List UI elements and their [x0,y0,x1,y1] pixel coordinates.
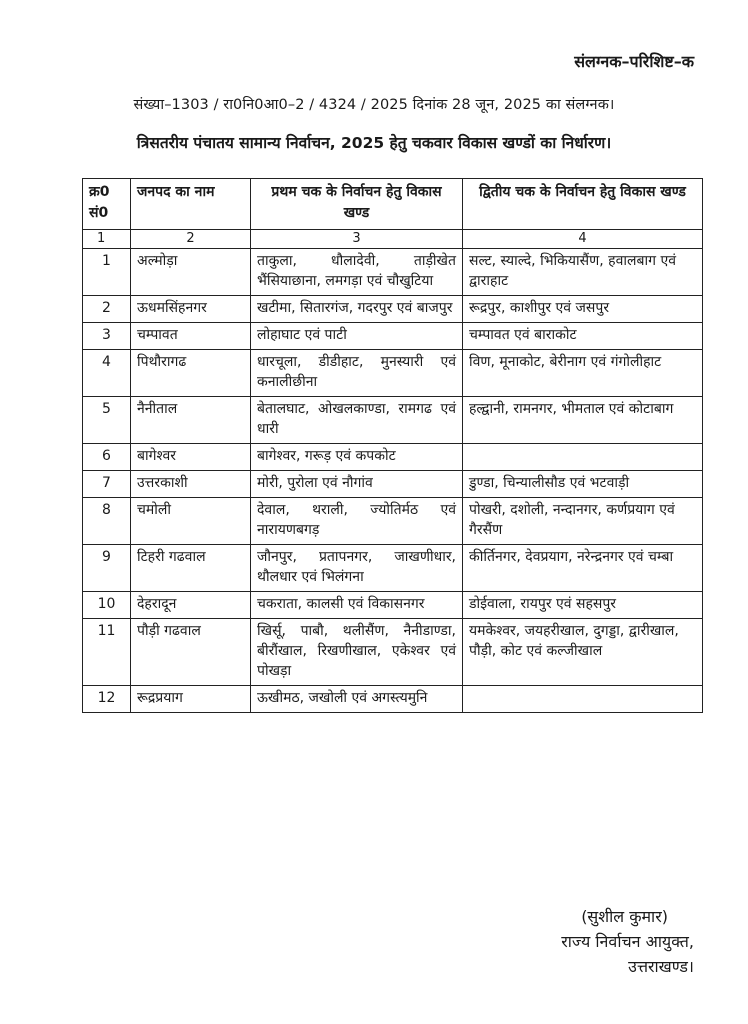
phase1-blocks-cell: चकराता, कालसी एवं विकासनगर [251,592,463,619]
column-number: 4 [463,230,703,249]
table-row [83,592,703,619]
serial-number-cell: 9 [83,545,131,592]
phase2-blocks-cell: यमकेश्वर, जयहरीखाल, दुगड्डा, द्वारीखाल, पौड़ी, कोट एवं कल्जीखाल [463,619,703,686]
phase2-blocks-cell [463,686,703,713]
serial-number-cell: 8 [83,498,131,545]
phase2-blocks-cell: डुण्डा, चिन्यालीसौड एवं भटवाड़ी [463,471,703,498]
reference-line: संख्या–1303 / रा0नि0आ0–2 / 4324 / 2025 दिनांक 28 जून, 2025 का संलग्नक। [133,97,615,113]
allocation-table [82,178,703,713]
table-row [83,498,703,545]
district-name-cell: पिथौरागढ [131,350,251,397]
district-name-cell: चम्पावत [131,323,251,350]
phase2-blocks-cell: चम्पावत एवं बाराकोट [463,323,703,350]
phase1-blocks-cell: खटीमा, सितारगंज, गदरपुर एवं बाजपुर [251,296,463,323]
column-number: 2 [131,230,251,249]
serial-number-cell: 7 [83,471,131,498]
phase1-blocks-cell: मोरी, पुरोला एवं नौगांव [251,471,463,498]
serial-number-cell: 12 [83,686,131,713]
serial-number-cell: 4 [83,350,131,397]
serial-number-cell: 2 [83,296,131,323]
header-serial-number: क्र0 सं0 [83,179,131,230]
table-row [83,471,703,498]
table-row [83,350,703,397]
phase2-blocks-cell: हल्द्वानी, रामनगर, भीमताल एवं कोटाबाग [463,397,703,444]
district-name-cell: नैनीताल [131,397,251,444]
district-name-cell: पौड़ी गढवाल [131,619,251,686]
column-number: 1 [83,230,131,249]
phase1-blocks-cell: ताकुला, धौलादेवी, ताड़ीखेत भैंसियाछाना, लमगड़ा एवं चौखुटिया [251,249,463,296]
signature-block [464,904,694,979]
phase1-blocks-cell: बागेश्वर, गरूड़ एवं कपकोट [251,444,463,471]
signatory-state: उत्तराखण्ड। [628,957,694,976]
district-name-cell: अल्मोड़ा [131,249,251,296]
phase1-blocks-cell: देवाल, थराली, ज्योतिर्मठ एवं नारायणबगड़ [251,498,463,545]
phase2-blocks-cell: डोईवाला, रायपुर एवं सहसपुर [463,592,703,619]
serial-number-cell: 1 [83,249,131,296]
district-name-cell: रूद्रप्रयाग [131,686,251,713]
column-number: 3 [251,230,463,249]
table-header-row [83,179,703,230]
phase2-blocks-cell: कीर्तिनगर, देवप्रयाग, नरेन्द्रनगर एवं चम्बा [463,545,703,592]
district-name-cell: उत्तरकाशी [131,471,251,498]
serial-number-cell: 6 [83,444,131,471]
signatory-designation: राज्य निर्वाचन आयुक्त, [561,932,694,951]
table-row [83,397,703,444]
phase2-blocks-cell: पोखरी, दशोली, नन्दानगर, कर्णप्रयाग एवं गैरसैंण [463,498,703,545]
district-name-cell: ऊधमसिंहनगर [131,296,251,323]
phase1-blocks-cell: लोहाघाट एवं पाटी [251,323,463,350]
table-row [83,296,703,323]
serial-number-cell: 10 [83,592,131,619]
phase1-blocks-cell: जौनपुर, प्रतापनगर, जाखणीधार, थौलधार एवं भिलंगना [251,545,463,592]
phase1-blocks-cell: ऊखीमठ, जखोली एवं अगस्त्यमुनि [251,686,463,713]
serial-number-cell: 3 [83,323,131,350]
district-name-cell: देहरादून [131,592,251,619]
header-phase2-blocks: द्वितीय चक के निर्वाचन हेतु विकास खण्ड [463,179,703,230]
phase1-blocks-cell: धारचूला, डीडीहाट, मुनस्यारी एवं कनालीछीना [251,350,463,397]
table-row [83,444,703,471]
phase1-blocks-cell: बेतालघाट, ओखलकाण्डा, रामगढ एवं धारी [251,397,463,444]
table-row [83,686,703,713]
document-title: त्रिसतरीय पंचातय सामान्य निर्वाचन, 2025 हेतु चकवार विकास खण्डों का निर्धारण। [136,134,612,152]
signatory-name: (सुशील कुमार) [581,907,668,926]
district-name-cell: चमोली [131,498,251,545]
serial-number-cell: 5 [83,397,131,444]
phase2-blocks-cell: सल्ट, स्याल्दे, भिकियासैंण, हवालबाग एवं द्वाराहाट [463,249,703,296]
district-name-cell: बागेश्वर [131,444,251,471]
phase2-blocks-cell [463,444,703,471]
phase2-blocks-cell: विण, मूनाकोट, बेरीनाग एवं गंगोलीहाट [463,350,703,397]
table-row [83,619,703,686]
table-row [83,249,703,296]
table-row [83,323,703,350]
phase2-blocks-cell: रूद्रपुर, काशीपुर एवं जसपुर [463,296,703,323]
serial-number-cell: 11 [83,619,131,686]
table-row [83,545,703,592]
header-district-name: जनपद का नाम [131,179,251,230]
column-number-row [83,230,703,249]
district-name-cell: टिहरी गढवाल [131,545,251,592]
header-phase1-blocks: प्रथम चक के निर्वाचन हेतु विकास खण्ड [251,179,463,230]
annex-label: संलग्नक–परिशिष्ट–क [574,52,694,71]
phase1-blocks-cell: खिर्सू, पाबौ, थलीसैंण, नैनीडाण्डा, बीरौंखाल, रिखणीखाल, एकेश्वर एवं पोखड़ा [251,619,463,686]
